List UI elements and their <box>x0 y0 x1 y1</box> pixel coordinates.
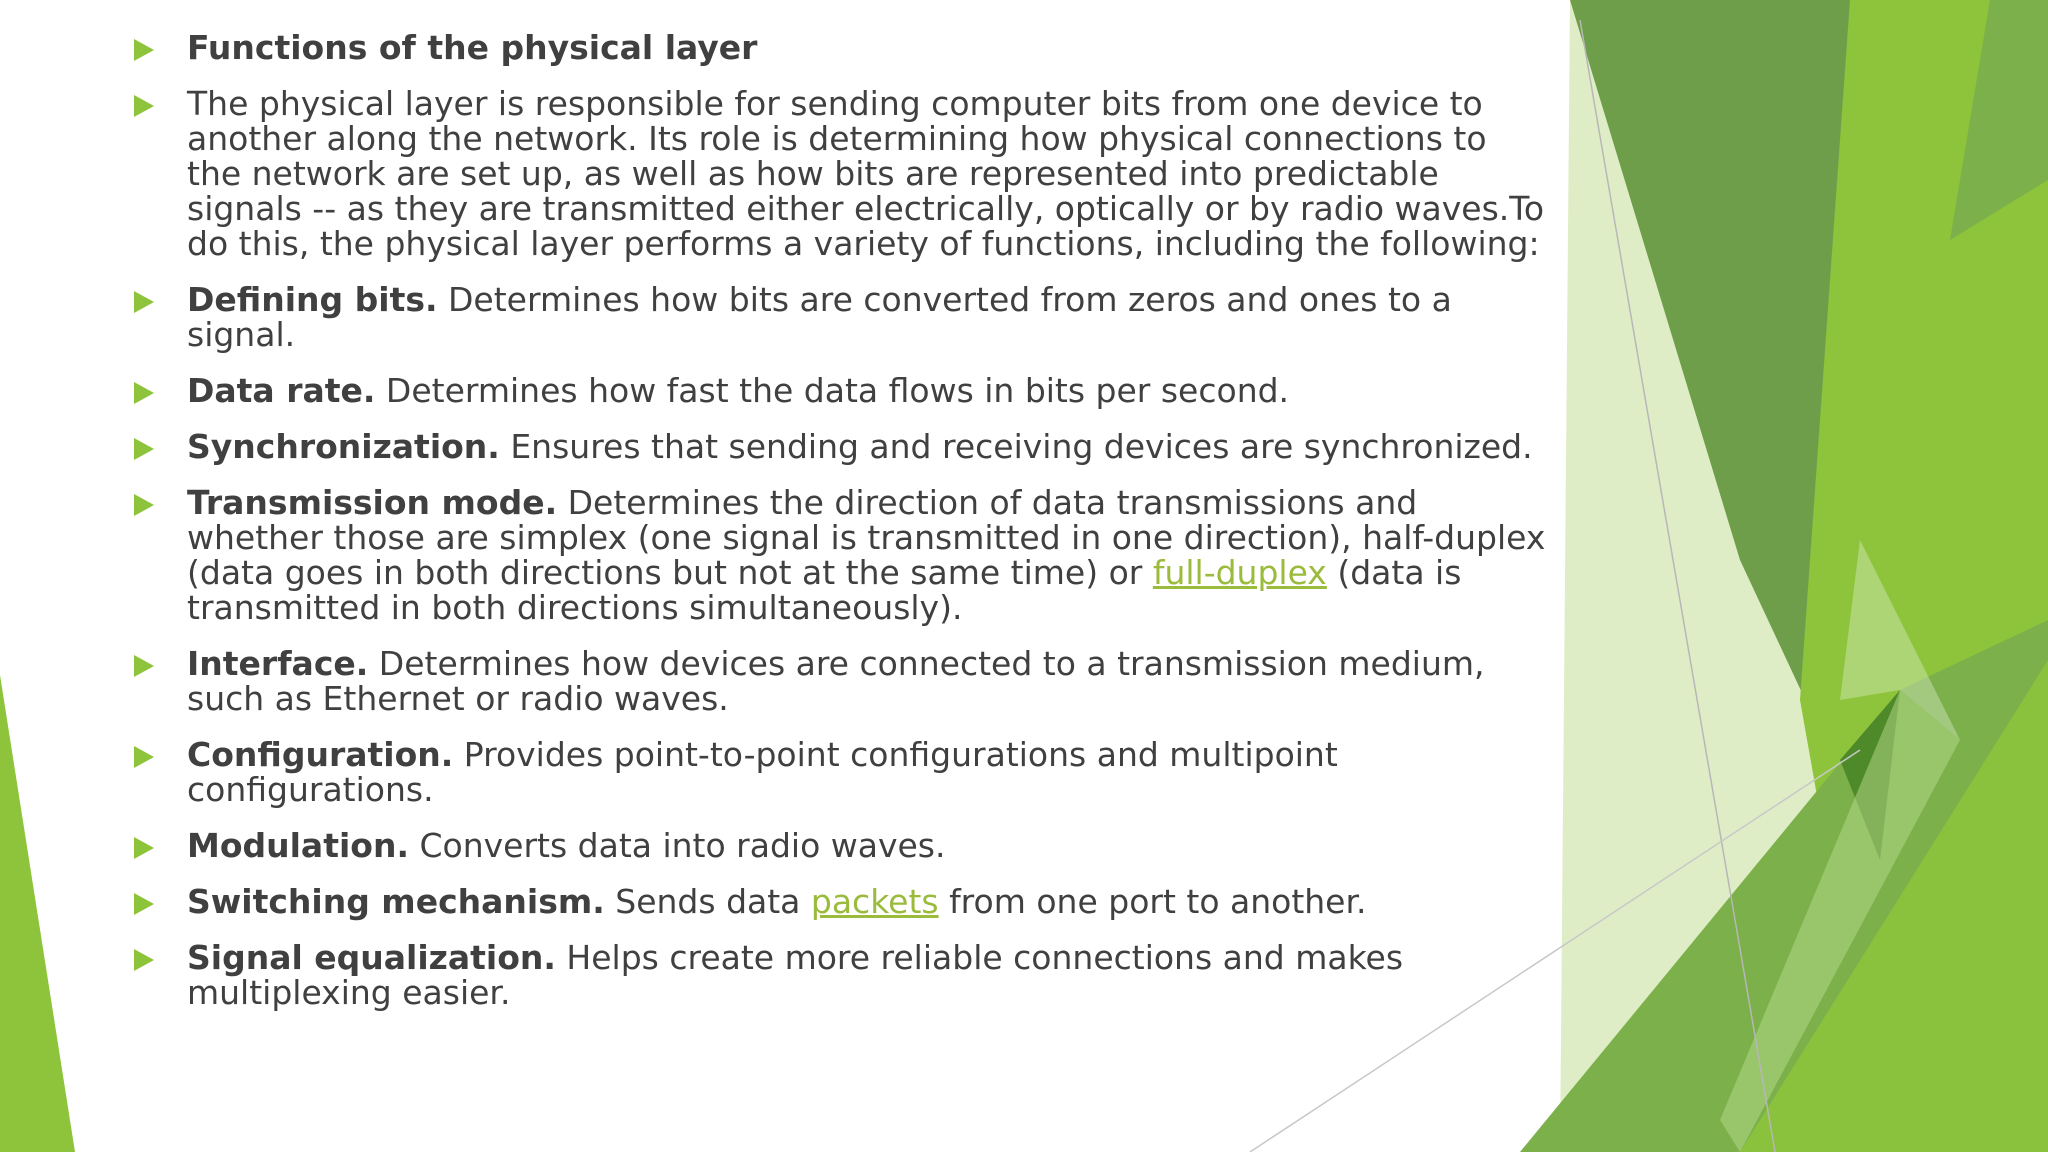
list-item-data-rate <box>130 373 1550 408</box>
item-term: Data rate. <box>187 371 376 410</box>
list-item-configuration <box>130 737 1550 807</box>
list-item-switching-mechanism <box>130 884 1550 919</box>
full-duplex-link[interactable]: full-duplex <box>1152 553 1327 592</box>
item-term: Interface. <box>187 644 369 683</box>
list-item-modulation <box>130 828 1550 863</box>
triangle-bullet-icon <box>134 382 154 404</box>
list-item-heading <box>130 30 1550 65</box>
triangle-bullet-icon <box>134 291 154 313</box>
triangle-bullet-icon <box>134 655 154 677</box>
slide-heading: Functions of the physical layer <box>187 28 758 67</box>
list-item-transmission-mode <box>130 485 1550 625</box>
triangle-bullet-icon <box>134 438 154 460</box>
item-text: Provides point-to-point configurations and multipoint configurations. <box>187 735 1338 809</box>
item-text: Determines the direction of data transmissions and whether those are simplex (one signal is transmitted in one direction), half-duplex (data goes in both directions but not at the same time) or <box>187 483 1546 592</box>
item-term: Signal equalization. <box>187 938 556 977</box>
item-text: Determines how bits are converted from zeros and ones to a signal. <box>187 280 1452 354</box>
item-text: Converts data into radio waves. <box>409 826 946 865</box>
triangle-bullet-icon <box>134 893 154 915</box>
item-term: Transmission mode. <box>187 483 558 522</box>
list-item-defining-bits <box>130 282 1550 352</box>
item-term: Synchronization. <box>187 427 500 466</box>
list-item-synchronization <box>130 429 1550 464</box>
item-text: from one port to another. <box>938 882 1367 921</box>
triangle-bullet-icon <box>134 949 154 971</box>
triangle-bullet-icon <box>134 494 154 516</box>
triangle-bullet-icon <box>134 39 154 61</box>
triangle-bullet-icon <box>134 95 154 117</box>
item-term: Configuration. <box>187 735 454 774</box>
item-text: Helps create more reliable connections and makes multiplexing easier. <box>187 938 1404 1012</box>
item-term: Modulation. <box>187 826 409 865</box>
item-text: (data is transmitted in both directions simultaneously). <box>187 553 1462 627</box>
packets-link[interactable]: packets <box>810 882 939 921</box>
item-text: Sends data <box>604 882 811 921</box>
triangle-bullet-icon <box>134 837 154 859</box>
list-item-signal-equalization <box>130 940 1550 1010</box>
item-term: Switching mechanism. <box>187 882 605 921</box>
list-item-intro <box>130 86 1550 261</box>
list-item-interface <box>130 646 1550 716</box>
left-green-sliver <box>0 675 75 1152</box>
item-term: Defining bits. <box>187 280 438 319</box>
item-text: Determines how devices are connected to a transmission medium, such as Ethernet or radio waves. <box>187 644 1485 718</box>
triangle-bullet-icon <box>134 746 154 768</box>
item-text: Ensures that sending and receiving devices are synchronized. <box>499 427 1533 466</box>
intro-text: The physical layer is responsible for sending computer bits from one device to another along the network. Its role is determining how physical connections to the network are set up, as well as how bits are represented into predictable signals -- as they are transmitted either electrically, optically or by radio waves.To do this, the physical layer performs a variety of functions, including the following: <box>187 84 1545 263</box>
item-text: Determines how fast the data flows in bits per second. <box>375 371 1290 410</box>
slide-content <box>130 30 1550 1031</box>
